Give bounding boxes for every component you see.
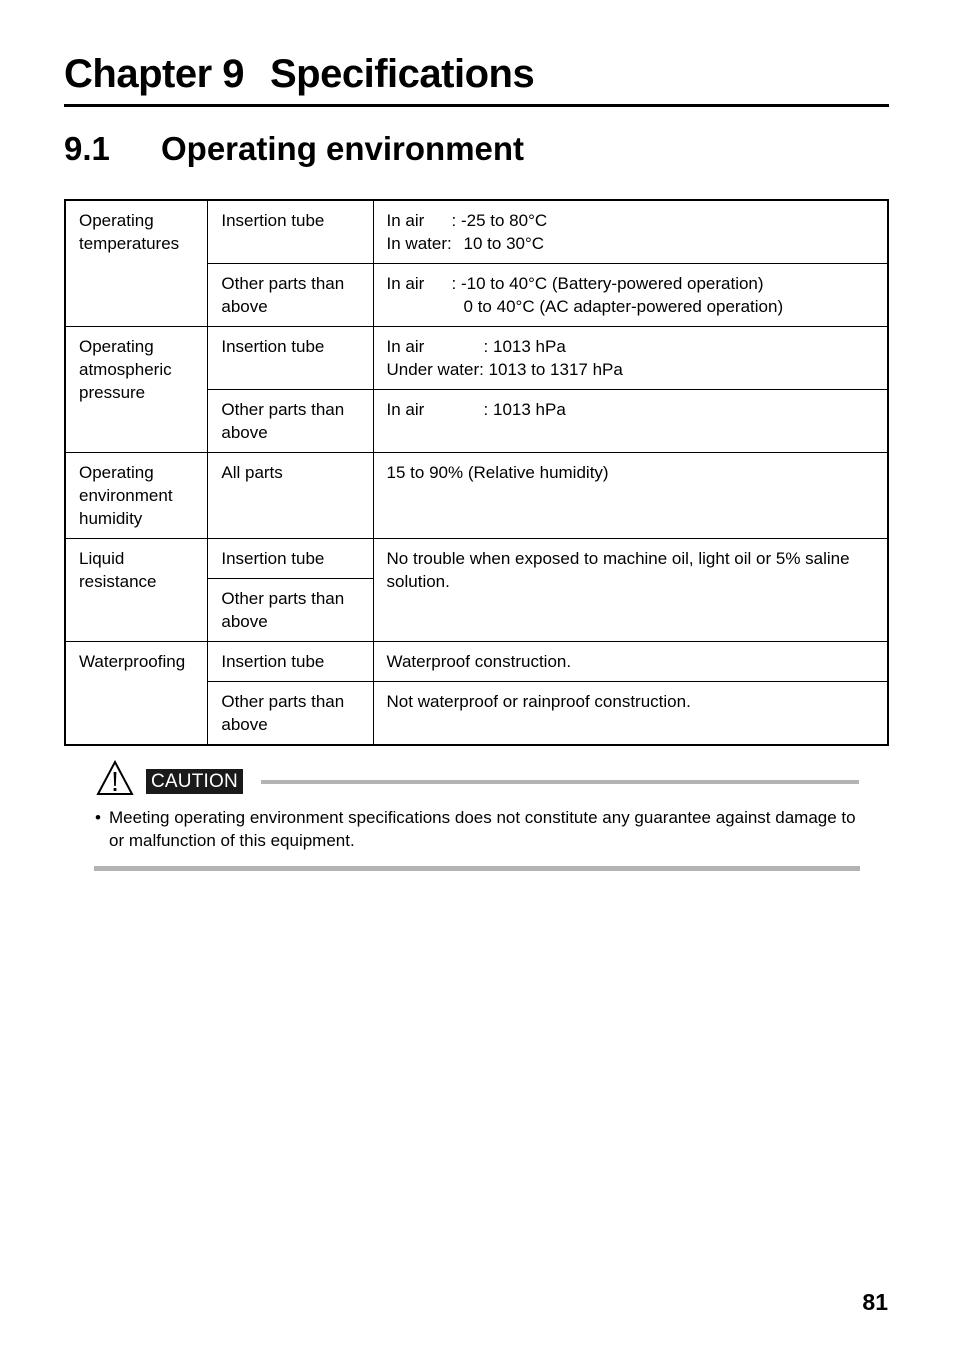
part-cell: Insertion tube (208, 539, 373, 579)
category-cell: Operating environment humidity (65, 453, 208, 539)
part-cell: Other parts than above (208, 579, 373, 642)
table-row (65, 327, 888, 390)
section-number: 9.1 (64, 130, 110, 167)
chapter-name: Specifications (270, 52, 535, 96)
category-cell: Waterproofing (65, 642, 208, 746)
caution-divider (261, 780, 859, 784)
part-cell: Other parts than above (208, 264, 373, 327)
section-title (64, 128, 524, 170)
warning-triangle-icon (96, 760, 134, 796)
page-number: 81 (862, 1289, 888, 1315)
part-cell: Insertion tube (208, 327, 373, 390)
part-cell: Insertion tube (208, 200, 373, 264)
part-cell: Other parts than above (208, 682, 373, 746)
spec-cell: In air : -10 to 40°C (Battery-powered operation) 0 to 40°C (AC adapter-powered operation) (373, 264, 888, 327)
category-cell: Liquid resistance (65, 539, 208, 642)
part-cell: Other parts than above (208, 390, 373, 453)
chapter-title (64, 50, 534, 98)
spec-cell: No trouble when exposed to machine oil, light oil or 5% saline solution. (373, 539, 888, 642)
chapter-number: Chapter 9 (64, 52, 244, 96)
operating-environment-table (64, 199, 889, 746)
list-item: • Meeting operating environment specifications does not constitute any guarantee against damage to or malfunction of this equipment. (95, 808, 856, 850)
caution-box (94, 760, 860, 871)
spec-cell: 15 to 90% (Relative humidity) (373, 453, 888, 539)
spec-cell: Not waterproof or rainproof construction. (373, 682, 888, 746)
spec-cell: In air : -25 to 80°C In water: 10 to 30°C (373, 200, 888, 264)
table-row (65, 642, 888, 682)
table-row (65, 453, 888, 539)
spec-cell: Waterproof construction. (373, 642, 888, 682)
table-row (65, 539, 888, 579)
caution-bottom-rule (94, 866, 860, 871)
spec-cell: In air : 1013 hPa (373, 390, 888, 453)
table-row (65, 200, 888, 264)
category-cell: Operating atmospheric pressure (65, 327, 208, 453)
section-name: Operating environment (161, 130, 525, 167)
bullet: • (95, 808, 101, 827)
caution-list (94, 806, 860, 852)
part-cell: All parts (208, 453, 373, 539)
part-cell: Insertion tube (208, 642, 373, 682)
caution-header (94, 760, 860, 800)
caution-label: CAUTION (146, 769, 243, 794)
chapter-rule (64, 104, 889, 107)
spec-cell: In air : 1013 hPa Under water: 1013 to 1317 hPa (373, 327, 888, 390)
category-cell: Operating temperatures (65, 200, 208, 327)
